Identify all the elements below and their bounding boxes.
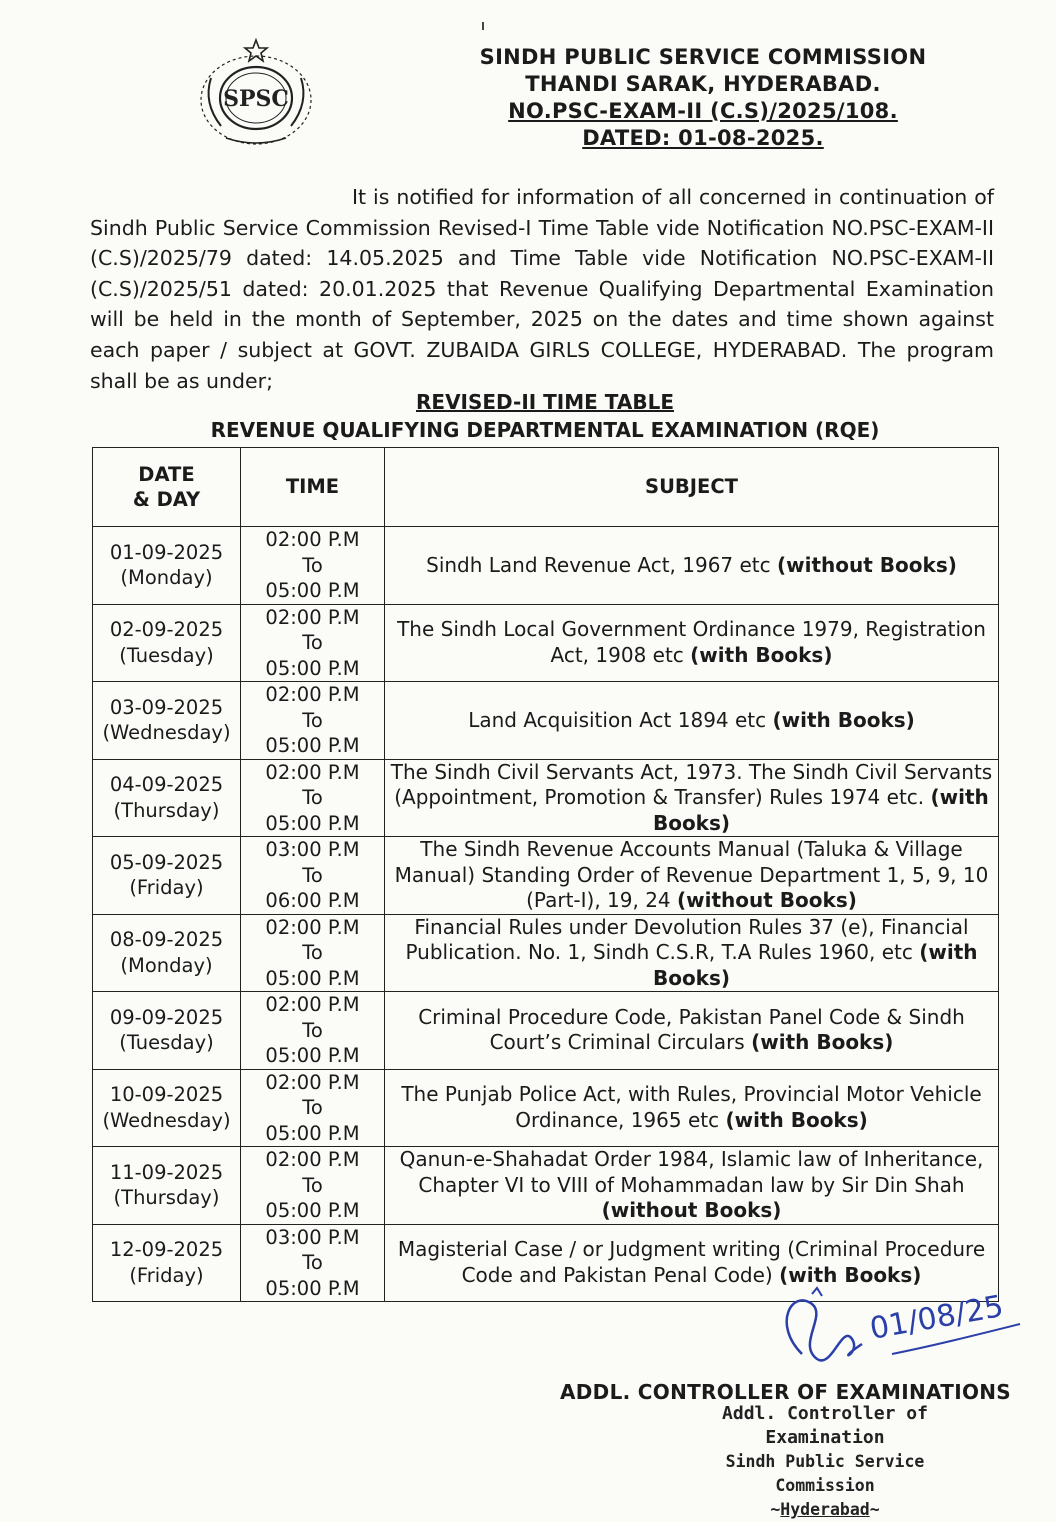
- books-note: (with Books): [751, 1030, 894, 1055]
- exam-date: 02-09-2025: [109, 618, 224, 642]
- start-time: 02:00 P.M: [265, 1148, 360, 1171]
- exam-date: 04-09-2025: [109, 773, 224, 797]
- date-line: DATED: 01-08-2025.: [582, 126, 824, 150]
- date-cell: [93, 992, 241, 1070]
- date-cell: [93, 1224, 241, 1302]
- books-note: (without Books): [601, 1198, 782, 1222]
- header-time: TIME: [241, 448, 385, 527]
- exam-date: 10-09-2025: [109, 1083, 224, 1107]
- to-label: To: [302, 553, 323, 577]
- time-cell: [241, 1069, 385, 1147]
- svg-text:SPSC: SPSC: [223, 86, 289, 112]
- time-cell: [241, 992, 385, 1070]
- start-time: 02:00 P.M: [265, 1070, 360, 1094]
- date-cell: [93, 1147, 241, 1225]
- end-time: 05:00 P.M: [265, 1044, 360, 1067]
- date-cell: [93, 914, 241, 992]
- to-label: To: [302, 631, 323, 654]
- subject-text: Financial Rules under Devolution Rules 37 (e), Financial Publication. No. 1, Sindh C.S.R, T.A Rules 1960, etc: [405, 914, 969, 964]
- start-time: 02:00 P.M: [265, 605, 360, 629]
- exam-day: (Friday): [129, 1263, 204, 1287]
- date-cell: [93, 837, 241, 915]
- exam-day: (Monday): [120, 566, 213, 590]
- letterhead: [470, 44, 936, 152]
- subject-cell: [385, 604, 999, 682]
- exam-day: (Tuesday): [119, 1031, 214, 1055]
- subject-cell: [385, 682, 999, 760]
- end-time: 06:00 P.M: [265, 889, 360, 912]
- table-row: [93, 527, 999, 605]
- exam-day: (Thursday): [113, 798, 220, 822]
- to-label: To: [302, 941, 323, 964]
- table-row: [93, 759, 999, 837]
- subject-cell: [385, 1147, 999, 1225]
- designation: ADDL. CONTROLLER OF EXAMINATIONS: [560, 1380, 1011, 1404]
- time-cell: [241, 837, 385, 915]
- table-header-row: [93, 448, 999, 527]
- exam-day: (Friday): [129, 876, 204, 900]
- table-row: [93, 1147, 999, 1225]
- start-time: 03:00 P.M: [265, 838, 360, 861]
- end-time: 05:00 P.M: [265, 1276, 360, 1300]
- subject-text: Qanun-e-Shahadat Order 1984, Islamic law of Inheritance, Chapter VI to VIII of Mohammadan law by Sir Din Shah: [399, 1147, 984, 1197]
- books-note: (with Books): [772, 707, 915, 732]
- timetable-heading: [100, 388, 990, 444]
- stamp-line-1: Addl. Controller of Examination: [722, 1403, 928, 1448]
- header-subject: SUBJECT: [385, 448, 999, 527]
- subject-text: The Punjab Police Act, with Rules, Provincial Motor Vehicle Ordinance, 1965 etc: [401, 1082, 982, 1132]
- end-time: 05:00 P.M: [265, 656, 360, 680]
- exam-date: 03-09-2025: [109, 695, 224, 719]
- exam-day: (Thursday): [113, 1186, 220, 1210]
- to-label: To: [302, 863, 323, 887]
- time-cell: [241, 1147, 385, 1225]
- header-date-day: DATE & DAY: [93, 448, 241, 527]
- start-time: 02:00 P.M: [265, 993, 360, 1016]
- start-time: 02:00 P.M: [265, 528, 360, 551]
- time-cell: [241, 759, 385, 837]
- exam-day: (Wednesday): [102, 721, 231, 745]
- subject-cell: [385, 914, 999, 992]
- exam-day: (Monday): [120, 953, 213, 977]
- table-row: [93, 992, 999, 1070]
- reference-number: NO.PSC-EXAM-II (C.S)/2025/108.: [508, 99, 898, 123]
- notification-paragraph: It is notified for information of all concerned in continuation of Sindh Public Service Commission Revised-I Time Table vide Notification NO.PSC-EXAM-II (C.S)/2025/79 dated: 14.05.2025 and Time Table vide Notification NO.PSC-EXAM-II (C.S)/2025/51 dated: 20.01.2025 that Revenue Qualifying Departmental Examination will be held in the month of September, 2025 on the dates and time shown against each paper / subject at GOVT. ZUBAIDA GIRLS COLLEGE, HYDERABAD. The program shall be as under;: [90, 185, 994, 393]
- to-label: To: [302, 1173, 323, 1197]
- spsc-logo-icon: [196, 38, 320, 148]
- books-note: (with Books): [652, 785, 989, 835]
- date-cell: [93, 1069, 241, 1147]
- start-time: 02:00 P.M: [265, 915, 360, 939]
- end-time: 05:00 P.M: [265, 811, 360, 835]
- subject-cell: [385, 837, 999, 915]
- exam-day: (Tuesday): [119, 643, 214, 667]
- to-label: To: [302, 1018, 323, 1042]
- time-cell: [241, 527, 385, 605]
- end-time: 05:00 P.M: [265, 1199, 360, 1222]
- subject-text: Land Acquisition Act 1894 etc: [468, 707, 767, 732]
- timetable-subtitle: REVENUE QUALIFYING DEPARTMENTAL EXAMINATION (RQE): [210, 418, 880, 442]
- subject-cell: [385, 527, 999, 605]
- books-note: (with Books): [690, 642, 833, 667]
- books-note: (with Books): [779, 1262, 922, 1287]
- books-note: (without Books): [677, 888, 857, 912]
- time-cell: [241, 604, 385, 682]
- start-time: 03:00 P.M: [265, 1225, 360, 1249]
- end-time: 05:00 P.M: [265, 579, 360, 602]
- stamp-line-3: ~Hyderabad~: [770, 1500, 880, 1519]
- subject-text: The Sindh Revenue Accounts Manual (Taluka & Village Manual) Standing Order of Revenue Department 1, 5, 9, 10 (Part-I), 19, 24: [394, 837, 989, 912]
- signature-date: 01/08/25: [867, 1289, 1007, 1347]
- subject-text: The Sindh Local Government Ordinance 1979, Registration Act, 1908 etc: [397, 617, 986, 667]
- start-time: 02:00 P.M: [265, 760, 360, 784]
- timetable: [92, 447, 999, 1302]
- exam-date: 11-09-2025: [109, 1160, 224, 1184]
- subject-text: Sindh Land Revenue Act, 1967 etc: [426, 552, 771, 577]
- table-row: [93, 914, 999, 992]
- table-row: [93, 1069, 999, 1147]
- books-note: (with Books): [652, 940, 978, 990]
- subject-cell: [385, 992, 999, 1070]
- end-time: 05:00 P.M: [265, 1121, 360, 1145]
- to-label: To: [302, 786, 323, 809]
- time-cell: [241, 682, 385, 760]
- start-time: 02:00 P.M: [265, 683, 360, 706]
- subject-text: The Sindh Civil Servants Act, 1973. The Sindh Civil Servants (Appointment, Promotion & Transfer) Rules 1974 etc.: [390, 759, 993, 809]
- to-label: To: [302, 1096, 323, 1119]
- time-cell: [241, 1224, 385, 1302]
- subject-cell: [385, 1069, 999, 1147]
- date-cell: [93, 527, 241, 605]
- table-row: [93, 604, 999, 682]
- mark-icon: [480, 22, 486, 30]
- subject-cell: [385, 759, 999, 837]
- books-note: (without Books): [777, 552, 957, 577]
- time-cell: [241, 914, 385, 992]
- exam-date: 12-09-2025: [109, 1238, 224, 1262]
- date-cell: [93, 604, 241, 682]
- date-cell: [93, 682, 241, 760]
- to-label: To: [302, 708, 323, 732]
- table-row: [93, 837, 999, 915]
- subject-text: Criminal Procedure Code, Pakistan Panel Code & Sindh Court’s Criminal Circulars: [418, 1004, 965, 1055]
- commission-name: SINDH PUBLIC SERVICE COMMISSION: [479, 45, 927, 69]
- exam-date: 05-09-2025: [109, 850, 224, 874]
- end-time: 05:00 P.M: [265, 966, 360, 990]
- exam-date: 09-09-2025: [109, 1005, 224, 1029]
- exam-day: (Wednesday): [102, 1108, 231, 1132]
- official-stamp: [690, 1402, 960, 1522]
- exam-date: 08-09-2025: [109, 928, 224, 952]
- handwritten-signature-icon: [772, 1284, 1022, 1374]
- table-row: [93, 682, 999, 760]
- date-cell: [93, 759, 241, 837]
- end-time: 05:00 P.M: [265, 734, 360, 757]
- commission-address: THANDI SARAK, HYDERABAD.: [525, 72, 881, 96]
- books-note: (with Books): [725, 1107, 868, 1132]
- stamp-line-2: Sindh Public Service Commission: [725, 1452, 925, 1495]
- subject-text: Magisterial Case / or Judgment writing (Criminal Procedure Code and Pakistan Penal Code): [397, 1237, 986, 1287]
- timetable-title: REVISED-II TIME TABLE: [416, 390, 674, 414]
- to-label: To: [302, 1251, 323, 1274]
- exam-date: 01-09-2025: [109, 540, 224, 564]
